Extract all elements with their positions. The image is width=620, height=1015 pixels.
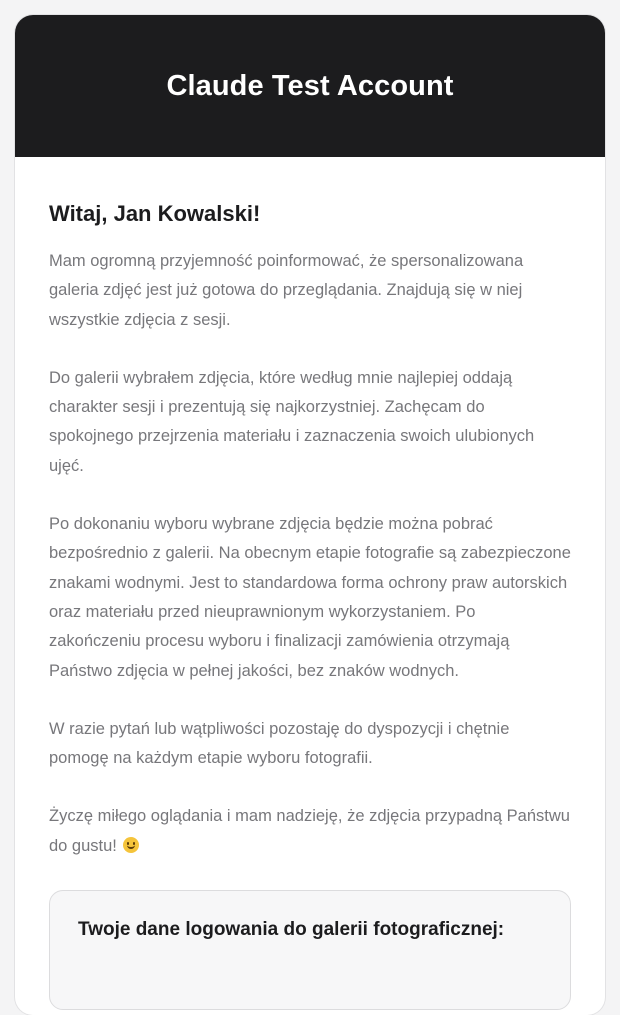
email-body — [15, 157, 605, 1010]
paragraph-selection: Do galerii wybrałem zdjęcia, które według mnie najlepiej oddają charakter sesji i prezentują się najkorzystniej. Zachęcam do spokojnego przejrzenia materiału i zaznaczenia swoich ulubionych ujęć. — [49, 368, 535, 475]
email-header — [15, 15, 605, 157]
account-title: Claude Test Account — [166, 69, 454, 102]
login-credentials-box — [49, 890, 571, 1010]
login-credentials-title: Twoje dane logowania do galerii fotograficznej: — [78, 919, 505, 941]
paragraph-contact: W razie pytań lub wątpliwości pozostaję do dyspozycji i chętnie pomogę na każdym etapie wyboru fotografii. — [49, 719, 510, 768]
paragraph-closing — [49, 802, 571, 861]
paragraph-gallery-ready: Mam ogromną przyjemność poinformować, że spersonalizowana galeria zdjęć jest już gotowa do przeglądania. Znajdują się w niej wszystkie zdjęcia z sesji. — [49, 252, 524, 329]
smiling-face-icon — [123, 837, 139, 853]
paragraph-watermarks: Po dokonaniu wyboru wybrane zdjęcia będzie można pobrać bezpośrednio z galerii. Na obecnym etapie fotografie są zabezpieczone znakami wodnymi. Jest to standardowa forma ochrony praw autorskich oraz materiału przed nieuprawnionym wykorzystaniem. Po zakończeniu procesu wyboru i finalizacji zamówienia otrzymają Państwo zdjęcia w pełnej jakości, bez znaków wodnych. — [49, 515, 571, 680]
email-card — [15, 15, 605, 1015]
greeting-heading: Witaj, Jan Kowalski! — [49, 201, 261, 226]
closing-text: Życzę miłego oglądania i mam nadzieję, że zdjęcia przypadną Państwu do gustu! — [49, 807, 570, 855]
